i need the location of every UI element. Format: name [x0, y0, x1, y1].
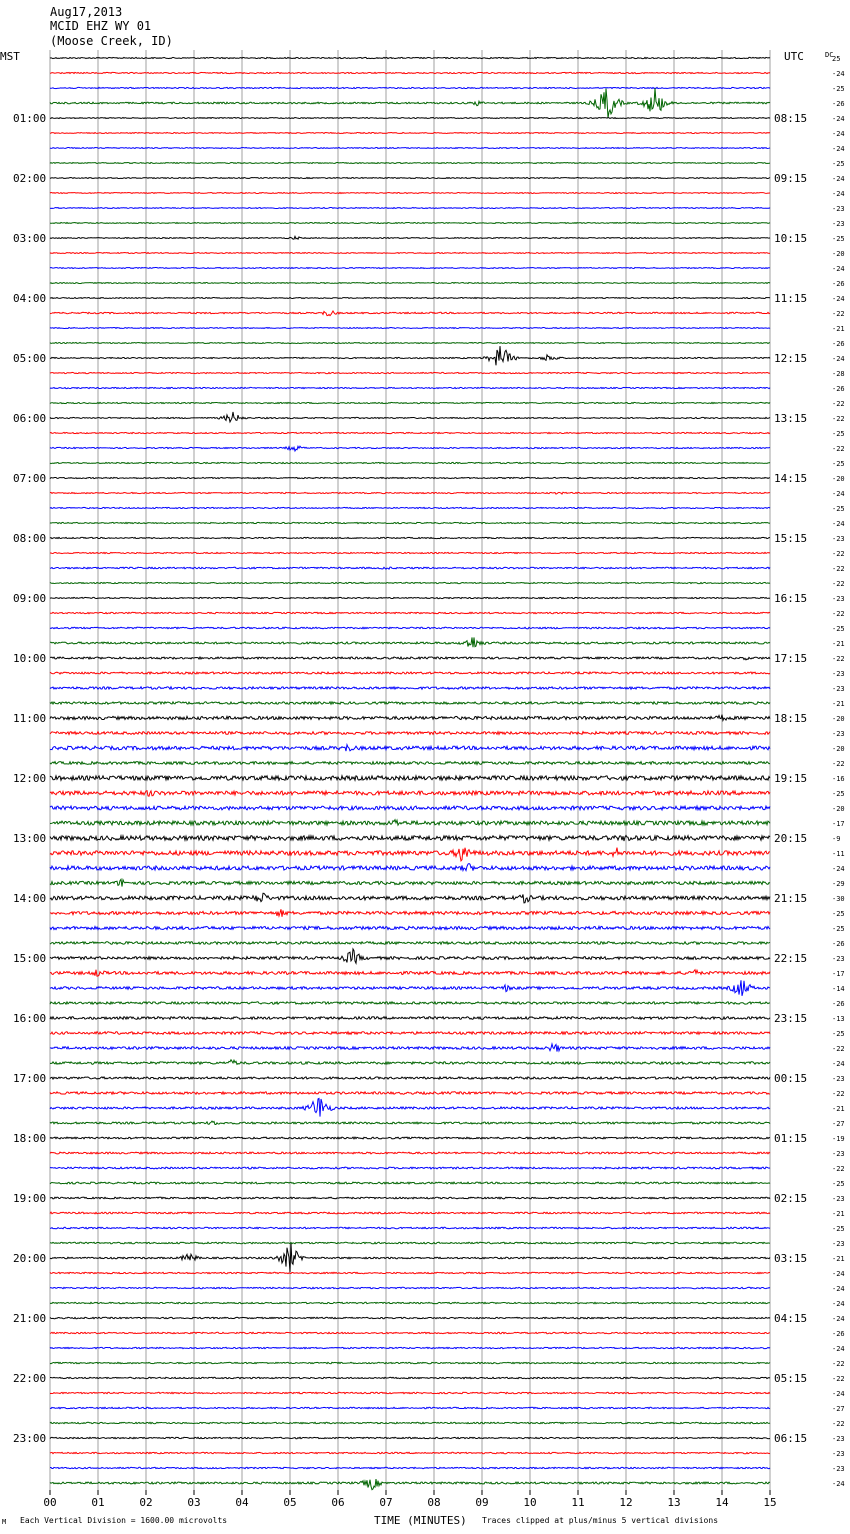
dc-offset-label: -23	[832, 1450, 845, 1458]
left-hour-label: 20:00	[13, 1252, 47, 1265]
dc-offset-label: -22	[832, 445, 845, 453]
trace-26	[50, 446, 770, 451]
x-tick-label: 10	[523, 1496, 537, 1509]
dc-offset-label: -25	[832, 625, 845, 633]
dc-offset-label: -9	[832, 835, 841, 843]
dc-offset-label: -11	[832, 850, 845, 858]
dc-offset-label: -25	[832, 1225, 845, 1233]
x-tick-label: 13	[667, 1496, 681, 1509]
trace-9	[50, 193, 770, 194]
right-hour-label: 17:15	[774, 652, 808, 665]
trace-79	[50, 1242, 770, 1244]
x-tick-label: 14	[715, 1496, 729, 1509]
trace-29	[50, 492, 770, 494]
right-hour-label: 21:15	[774, 892, 808, 905]
dc-offset-label: -17	[832, 820, 845, 828]
trace-39	[50, 637, 770, 647]
trace-46	[50, 745, 770, 751]
trace-64	[50, 1017, 770, 1020]
trace-89	[50, 1392, 770, 1393]
right-hour-label: 08:15	[774, 112, 808, 125]
left-hour-label: 03:00	[13, 232, 47, 245]
right-axis-title: UTC	[784, 50, 804, 63]
right-hour-label: 19:15	[774, 772, 808, 785]
dc-offset-label: -23	[832, 1195, 845, 1203]
trace-86	[50, 1347, 770, 1348]
trace-41	[50, 672, 770, 674]
left-hour-label: 16:00	[13, 1012, 47, 1025]
dc-offset-label: -22	[832, 1165, 845, 1173]
left-hour-label: 15:00	[13, 952, 47, 965]
dc-offset-label: -22	[832, 550, 845, 558]
dc-offset-label: -22	[832, 655, 845, 663]
x-tick-label: 11	[571, 1496, 585, 1509]
x-tick-label: 05	[283, 1496, 297, 1509]
trace-1	[50, 72, 770, 73]
trace-42	[50, 687, 770, 689]
trace-3	[50, 88, 770, 118]
dc-offset-label: -20	[832, 805, 845, 813]
header-station: MCID EHZ WY 01	[50, 19, 152, 33]
right-hour-label: 00:15	[774, 1072, 808, 1085]
hour-labels	[13, 112, 807, 1445]
dc-offset-label: -23	[832, 955, 845, 963]
dc-offset-label: -27	[832, 1120, 845, 1128]
dc-offset-label: -22	[832, 1360, 845, 1368]
right-hour-label: 20:15	[774, 832, 808, 845]
trace-43	[50, 702, 770, 704]
dc-offset-label: -22	[832, 400, 845, 408]
trace-72	[50, 1137, 770, 1139]
dc-offset-label: -22	[832, 1090, 845, 1098]
dc-offset-label: -24	[832, 1345, 845, 1353]
trace-38	[50, 627, 770, 629]
left-hour-label: 02:00	[13, 172, 47, 185]
trace-54	[50, 864, 770, 871]
dc-offset-label: -23	[832, 730, 845, 738]
trace-71	[50, 1121, 770, 1124]
dc-title: DC	[825, 51, 834, 59]
trace-52	[50, 835, 770, 841]
dc-offset-label: -25	[832, 85, 845, 93]
trace-4	[50, 118, 770, 119]
right-hour-label: 03:15	[774, 1252, 808, 1265]
left-hour-label: 22:00	[13, 1372, 47, 1385]
dc-offset-label: -13	[832, 1015, 845, 1023]
right-hour-label: 09:15	[774, 172, 808, 185]
dc-offset-label: -24	[832, 865, 845, 873]
trace-84	[50, 1317, 770, 1318]
x-tick-label: 04	[235, 1496, 249, 1509]
trace-91	[50, 1422, 770, 1423]
left-hour-label: 10:00	[13, 652, 47, 665]
trace-75	[50, 1182, 770, 1184]
trace-83	[50, 1302, 770, 1303]
right-hour-label: 06:15	[774, 1432, 808, 1445]
dc-offset-label: -22	[832, 310, 845, 318]
dc-offset-label: -24	[832, 145, 845, 153]
dc-offset-label: -20	[832, 250, 845, 258]
dc-offset-label: -21	[832, 640, 845, 648]
right-hour-label: 04:15	[774, 1312, 808, 1325]
dc-offset-label: -22	[832, 610, 845, 618]
dc-offset-label: -24	[832, 175, 845, 183]
trace-47	[50, 762, 770, 765]
dc-offset-label: -23	[832, 1240, 845, 1248]
dc-offset-label: -25	[832, 505, 845, 513]
trace-59	[50, 942, 770, 945]
right-hour-label: 13:15	[774, 412, 808, 425]
scale-note: Each Vertical Division = 1600.00 microvolts	[20, 1516, 228, 1525]
dc-offset-label: -22	[832, 1375, 845, 1383]
dc-offset-label: -25	[832, 430, 845, 438]
dc-offset-label: -23	[832, 685, 845, 693]
left-hour-label: 18:00	[13, 1132, 47, 1145]
dc-offset-label: -24	[832, 70, 845, 78]
left-hour-label: 09:00	[13, 592, 47, 605]
dc-offset-label: -26	[832, 280, 845, 288]
dc-offset-label: -25	[832, 1180, 845, 1188]
header-location: (Moose Creek, ID)	[50, 34, 173, 48]
trace-80	[50, 1244, 770, 1273]
x-tick-label: 02	[139, 1496, 153, 1509]
trace-10	[50, 208, 770, 209]
dc-offset-label: -14	[832, 985, 845, 993]
trace-25	[50, 432, 770, 433]
left-hour-label: 13:00	[13, 832, 47, 845]
trace-76	[50, 1197, 770, 1199]
dc-offset-label: -24	[832, 1270, 845, 1278]
left-hour-label: 14:00	[13, 892, 47, 905]
trace-0	[50, 57, 770, 58]
dc-offset-label: -20	[832, 745, 845, 753]
dc-offset-label: -25	[832, 160, 845, 168]
dc-offset-label: -22	[832, 580, 845, 588]
trace-2	[50, 87, 770, 88]
trace-36	[50, 597, 770, 598]
x-axis-label: TIME (MINUTES)	[374, 1514, 467, 1527]
dc-offset-label: -25	[832, 790, 845, 798]
dc-offset-label: -28	[832, 370, 845, 378]
dc-offset-label: -29	[832, 880, 845, 888]
left-hour-label: 06:00	[13, 412, 47, 425]
dc-offset-label: -26	[832, 940, 845, 948]
trace-5	[50, 133, 770, 134]
dc-offset-label: -23	[832, 670, 845, 678]
trace-15	[50, 283, 770, 284]
trace-61	[50, 970, 770, 977]
trace-45	[50, 732, 770, 735]
trace-27	[50, 462, 770, 463]
right-hour-label: 18:15	[774, 712, 808, 725]
dc-offset-label: -20	[832, 475, 845, 483]
dc-offset-label: -21	[832, 700, 845, 708]
left-hour-label: 12:00	[13, 772, 47, 785]
left-hour-label: 19:00	[13, 1192, 47, 1205]
dc-labels	[832, 55, 845, 1488]
trace-65	[50, 1032, 770, 1035]
dc-offset-label: -24	[832, 355, 845, 363]
trace-35	[50, 582, 770, 583]
trace-50	[50, 806, 770, 810]
trace-8	[50, 178, 770, 179]
dc-offset-label: -24	[832, 265, 845, 273]
trace-87	[50, 1362, 770, 1363]
trace-85	[50, 1332, 770, 1333]
dc-offset-label: -26	[832, 1330, 845, 1338]
dc-offset-label: -24	[832, 1060, 845, 1068]
dc-offset-label: -25	[832, 910, 845, 918]
dc-offset-label: -24	[832, 190, 845, 198]
dc-offset-label: -21	[832, 1255, 845, 1263]
trace-62	[50, 980, 770, 996]
dc-offset-label: -22	[832, 1420, 845, 1428]
dc-offset-label: -26	[832, 1000, 845, 1008]
trace-34	[50, 567, 770, 569]
dc-offset-label: -26	[832, 340, 845, 348]
dc-offset-label: -25	[832, 235, 845, 243]
left-hour-label: 17:00	[13, 1072, 47, 1085]
trace-11	[50, 223, 770, 224]
trace-78	[50, 1227, 770, 1229]
trace-30	[50, 507, 770, 508]
trace-57	[50, 909, 770, 917]
dc-offset-label: -22	[832, 760, 845, 768]
dc-offset-label: -24	[832, 1480, 845, 1488]
right-hour-label: 15:15	[774, 532, 808, 545]
trace-51	[50, 820, 770, 825]
dc-offset-label: -23	[832, 595, 845, 603]
dc-offset-label: -23	[832, 535, 845, 543]
traces	[50, 57, 770, 1489]
dc-offset-label: -20	[832, 715, 845, 723]
x-axis-ticks	[43, 1490, 776, 1509]
trace-13	[50, 253, 770, 254]
trace-68	[50, 1077, 770, 1079]
trace-22	[50, 387, 770, 388]
right-hour-label: 23:15	[774, 1012, 808, 1025]
left-hour-label: 05:00	[13, 352, 47, 365]
trace-69	[50, 1092, 770, 1094]
right-hour-label: 14:15	[774, 472, 808, 485]
trace-6	[50, 148, 770, 149]
trace-31	[50, 522, 770, 523]
dc-offset-label: -17	[832, 970, 845, 978]
trace-88	[50, 1377, 770, 1378]
dc-offset-label: -22	[832, 565, 845, 573]
x-tick-label: 06	[331, 1496, 345, 1509]
dc-offset-label: -26	[832, 385, 845, 393]
dc-offset-label: -24	[832, 1285, 845, 1293]
trace-55	[50, 879, 770, 886]
left-hour-label: 08:00	[13, 532, 47, 545]
trace-37	[50, 612, 770, 613]
dc-offset-label: -23	[832, 205, 845, 213]
trace-18	[50, 328, 770, 329]
trace-70	[50, 1098, 770, 1116]
trace-95	[50, 1479, 770, 1490]
trace-58	[50, 926, 770, 929]
right-hour-label: 10:15	[774, 232, 808, 245]
trace-16	[50, 298, 770, 299]
trace-63	[50, 1002, 770, 1004]
trace-12	[50, 236, 770, 239]
dc-offset-label: -21	[832, 1105, 845, 1113]
x-tick-label: 00	[43, 1496, 57, 1509]
trace-67	[50, 1060, 770, 1065]
trace-73	[50, 1152, 770, 1154]
header	[50, 5, 173, 48]
trace-92	[50, 1437, 770, 1438]
trace-74	[50, 1167, 770, 1169]
dc-offset-label: -16	[832, 775, 845, 783]
dc-offset-label: -25	[832, 1030, 845, 1038]
trace-77	[50, 1212, 770, 1214]
trace-32	[50, 537, 770, 538]
x-tick-label: 07	[379, 1496, 393, 1509]
trace-82	[50, 1287, 770, 1288]
dc-offset-label: -24	[832, 130, 845, 138]
dc-offset-label: -23	[832, 1150, 845, 1158]
left-hour-label: 21:00	[13, 1312, 47, 1325]
trace-21	[50, 372, 770, 373]
left-hour-label: 23:00	[13, 1432, 47, 1445]
corner-mark: M	[2, 1518, 7, 1526]
dc-offset-label: -25	[832, 460, 845, 468]
dc-offset-label: -27	[832, 1405, 845, 1413]
dc-offset-label: -23	[832, 1435, 845, 1443]
trace-44	[50, 715, 770, 721]
dc-offset-label: -24	[832, 490, 845, 498]
right-hour-label: 02:15	[774, 1192, 808, 1205]
right-hour-label: 11:15	[774, 292, 808, 305]
trace-49	[50, 791, 770, 797]
trace-24	[50, 412, 770, 422]
left-hour-label: 07:00	[13, 472, 47, 485]
header-date: Aug17,2013	[50, 5, 123, 19]
right-hour-label: 16:15	[774, 592, 808, 605]
dc-offset-label: -24	[832, 295, 845, 303]
trace-33	[50, 552, 770, 553]
right-hour-label: 01:15	[774, 1132, 808, 1145]
dc-offset-label: -24	[832, 1300, 845, 1308]
right-hour-label: 12:15	[774, 352, 808, 365]
left-hour-label: 11:00	[13, 712, 47, 725]
trace-14	[50, 268, 770, 269]
trace-28	[50, 477, 770, 478]
trace-94	[50, 1467, 770, 1468]
dc-offset-label: -21	[832, 325, 845, 333]
x-tick-label: 08	[427, 1496, 441, 1509]
dc-offset-label: -24	[832, 115, 845, 123]
left-axis-title: MST	[0, 50, 20, 63]
left-hour-label: 04:00	[13, 292, 47, 305]
dc-offset-label: -26	[832, 100, 845, 108]
trace-20	[50, 346, 770, 365]
trace-48	[50, 776, 770, 780]
trace-53	[50, 848, 770, 861]
x-tick-label: 03	[187, 1496, 201, 1509]
right-hour-label: 05:15	[774, 1372, 808, 1385]
trace-56	[50, 893, 770, 903]
trace-66	[50, 1044, 770, 1052]
trace-90	[50, 1407, 770, 1408]
left-hour-label: 01:00	[13, 112, 47, 125]
dc-offset-label: -25	[832, 925, 845, 933]
trace-81	[50, 1272, 770, 1273]
x-tick-label: 15	[763, 1496, 777, 1509]
trace-19	[50, 343, 770, 344]
dc-offset-label: -24	[832, 1390, 845, 1398]
trace-17	[50, 311, 770, 316]
dc-offset-label: -22	[832, 415, 845, 423]
dc-offset-label: -24	[832, 520, 845, 528]
dc-offset-label: -21	[832, 1210, 845, 1218]
trace-23	[50, 402, 770, 403]
x-tick-label: 09	[475, 1496, 489, 1509]
trace-40	[50, 657, 770, 660]
x-tick-label: 01	[91, 1496, 105, 1509]
x-tick-label: 12	[619, 1496, 633, 1509]
dc-offset-label: -24	[832, 1315, 845, 1323]
dc-offset-label: -23	[832, 1075, 845, 1083]
dc-offset-label: -22	[832, 1045, 845, 1053]
dc-offset-label: -23	[832, 220, 845, 228]
trace-93	[50, 1452, 770, 1453]
trace-7	[50, 163, 770, 164]
trace-60	[50, 949, 770, 963]
right-hour-label: 22:15	[774, 952, 808, 965]
dc-offset-label: -19	[832, 1135, 845, 1143]
dc-offset-label: 25	[832, 55, 841, 63]
dc-offset-label: -23	[832, 1465, 845, 1473]
dc-offset-label: -30	[832, 895, 845, 903]
clip-note: Traces clipped at plus/minus 5 vertical divisions	[482, 1516, 719, 1525]
